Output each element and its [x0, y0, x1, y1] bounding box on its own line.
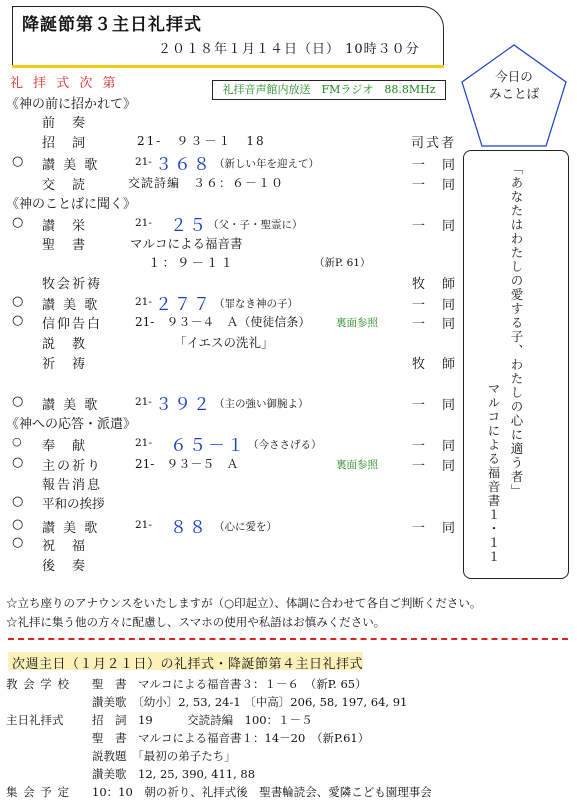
main-sekkyou: 説教題 「最初の弟子たち」 — [92, 749, 236, 763]
item-houken: 奉 献 — [42, 439, 88, 454]
order-label: 礼 拝 式 次 第 — [10, 76, 119, 91]
item-sekkyou: 説 教 — [42, 337, 88, 352]
section-heading-1: 《神の前に招かれて》 — [6, 97, 137, 112]
hymn-prefix: 21- — [135, 519, 152, 531]
hymn-number-sanshou: ２５ — [170, 216, 208, 236]
school-seisho: 聖 書 マルコによる福音書３：１－６ （新P. 65） — [92, 677, 367, 691]
shoushi-ref: 21- ９３－１ 18 — [137, 134, 266, 148]
note-manners: ☆礼拝に集う他の方々に配慮し、スマホの使用や私語はお慎みください。 — [6, 615, 386, 629]
stand-mark: ○ — [12, 154, 24, 169]
role-ichidou: 一 同 — [412, 398, 458, 413]
role-ichidou: 一 同 — [412, 158, 458, 173]
hymn-number-4: ８８ — [170, 518, 208, 538]
sit-mark: ○ — [12, 435, 22, 448]
hymn-title-2: （罪なき神の子） — [214, 298, 298, 310]
item-heiwa: 平和の挨拶 — [42, 496, 105, 511]
role-ichidou: 一 同 — [412, 439, 458, 454]
dashed-divider — [8, 638, 568, 640]
role-ichidou: 一 同 — [412, 298, 458, 313]
item-shu-no-inori: 主の祈り — [42, 459, 103, 474]
hymn-number-houken: ６５－１ — [170, 436, 246, 456]
item-kousou: 後 奏 — [42, 559, 88, 574]
item-sanbika-1: 讃 美 歌 — [42, 158, 100, 173]
hymn-title-sanshou: （父・子・聖霊に） — [208, 219, 303, 231]
section-heading-2: 《神のことばに聞く》 — [6, 197, 137, 212]
stand-mark: ○ — [12, 215, 24, 230]
main-seisho: 聖 書 マルコによる福音書１：14－20 （新P.61） — [92, 731, 370, 745]
section-heading-3: 《神への応答・派遣》 — [6, 417, 137, 432]
role-bokushi: 牧 師 — [412, 277, 458, 292]
item-houkoku: 報告消息 — [42, 478, 103, 493]
sermon-title: 「イエスの洗礼」 — [174, 335, 274, 350]
service-datetime: ２０１８年１月１４日（日） 10時３０分 — [158, 42, 420, 57]
role-ichidou: 一 同 — [412, 459, 458, 474]
stand-mark: ○ — [12, 455, 24, 470]
shu-no-inori-ref: 21- ９３－５ Ａ — [135, 457, 239, 471]
item-zensou: 前 奏 — [42, 116, 88, 131]
seisho-page: （新P. 61） — [314, 257, 371, 269]
see-reverse-note: 裏面参照 — [336, 317, 378, 329]
hymn-prefix: 21- — [135, 156, 152, 168]
item-shukufuku: 祝 福 — [42, 539, 88, 554]
hymn-title-1: （新しい年を迎えて） — [214, 158, 319, 170]
role-ichidou: 一 同 — [412, 178, 458, 193]
school-sanbika: 讃美歌 〔幼小〕2, 53, 24-1 〔中高〕206, 58, 197, 64, 91 — [92, 695, 408, 709]
item-sanbika-3: 讃 美 歌 — [42, 398, 100, 413]
gathering-label: 集 会 予 定 — [6, 785, 70, 799]
next-week-title: 次週主日（１月２１日）の礼拝式・降誕節第４主日礼拝式 — [12, 657, 364, 672]
hymn-title-3: （主の強い御腕よ） — [214, 398, 309, 410]
seisho-verse: １：９－１１ — [148, 255, 236, 270]
verse-reference: マルコによる福音書１・１１ — [486, 382, 501, 564]
role-ichidou: 一 同 — [412, 521, 458, 536]
service-title: 降誕節第３主日礼拝式 — [22, 15, 202, 35]
hymn-number-1: ３６８ — [155, 155, 212, 175]
word-of-day-line2: みことば — [488, 86, 539, 101]
hymn-number-3: ３９２ — [155, 395, 212, 415]
hymn-title-4: （心に愛を） — [214, 521, 277, 533]
item-bokkai-kitou: 牧会祈祷 — [42, 277, 103, 292]
role-shishikisha: 司式者 — [411, 136, 457, 151]
item-kitou: 祈 祷 — [42, 357, 88, 372]
word-of-day-line1: 今日の — [495, 69, 533, 84]
role-ichidou: 一 同 — [412, 317, 458, 332]
stand-mark: ○ — [12, 535, 24, 550]
item-kodoku: 交 読 — [42, 178, 88, 193]
stand-mark: ○ — [12, 294, 24, 309]
item-shoushi: 招 詞 — [42, 136, 88, 151]
role-bokushi: 牧 師 — [412, 357, 458, 372]
school-label: 教 会 学 校 — [6, 677, 70, 691]
hymn-number-2: ２７７ — [155, 295, 212, 315]
item-shinkou: 信仰告白 — [42, 317, 103, 332]
broadcast-info: 礼拝音声館内放送 FMラジオ 88.8MHz — [212, 80, 446, 100]
item-sanbika-2: 讃 美 歌 — [42, 298, 100, 313]
stand-mark: ○ — [12, 394, 24, 409]
seisho-ref: マルコによる福音書 — [130, 236, 243, 251]
hymn-title-houken: （今ささげる） — [248, 439, 322, 451]
main-sanbika: 讃美歌 12, 25, 390, 411, 88 — [92, 767, 256, 781]
stand-mark: ○ — [12, 517, 24, 532]
hymn-prefix: 21- — [135, 296, 152, 308]
role-ichidou: 一 同 — [412, 219, 458, 234]
note-standing: ☆立ち座りのアナウンスをいたしますが（○印起立）、体調に合わせて各自ご判断ください。 — [6, 596, 482, 610]
main-service-label: 主日礼拝式 — [6, 713, 64, 727]
hymn-prefix: 21- — [135, 217, 152, 229]
stand-mark: ○ — [12, 494, 24, 509]
main-shoushi: 招 詞 19 交読詩編 100：１－５ — [92, 713, 313, 727]
kodoku-ref: 交読詩編 ３６：６－１０ — [128, 176, 285, 190]
hymn-prefix: 21- — [135, 396, 152, 408]
shinkou-ref: 21- ９３－４ Ａ（使徒信条） — [135, 315, 311, 329]
verse-text: 「あなたはわたしの愛する子、わたしの心に適う者」 — [509, 162, 524, 498]
gathering-schedule: 10：10 朝の祈り、礼拝式後 聖書輪読会、愛隣こども園理事会 — [92, 785, 432, 799]
item-sanbika-4: 讃 美 歌 — [42, 521, 100, 536]
see-reverse-note: 裏面参照 — [336, 459, 378, 471]
item-sanshou: 讃 栄 — [42, 219, 88, 234]
item-seisho: 聖 書 — [42, 238, 88, 253]
hymn-prefix: 21- — [135, 437, 152, 449]
word-of-day-label — [458, 68, 570, 102]
stand-mark: ○ — [12, 313, 24, 328]
